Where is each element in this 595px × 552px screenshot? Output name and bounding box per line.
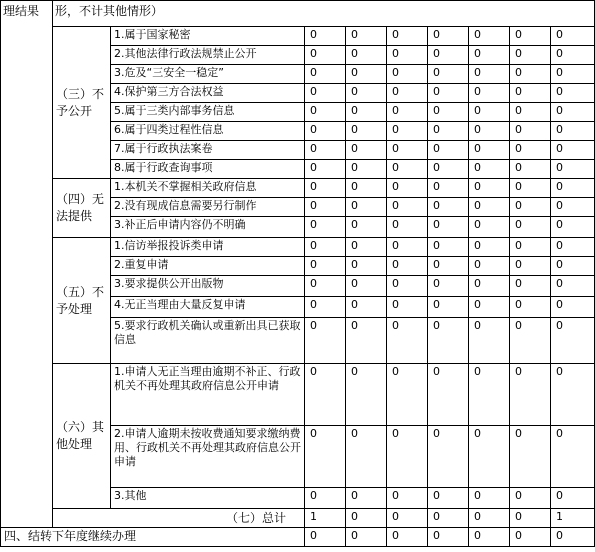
value-cell: 0	[346, 84, 387, 103]
section-label: （四）无法提供	[53, 179, 111, 238]
value-cell: 0	[551, 257, 595, 276]
value-cell: 0	[469, 27, 510, 46]
value-cell: 0	[510, 297, 551, 318]
value-cell: 0	[387, 426, 428, 488]
value-cell: 0	[551, 364, 595, 426]
value-cell: 0	[428, 364, 469, 426]
total-value-cell: 0	[469, 509, 510, 528]
item-label: 5.属于三类内部事务信息	[111, 103, 305, 122]
value-cell: 0	[305, 84, 346, 103]
item-label: 1.申请人无正当理由逾期不补正、行政机关不再处理其政府信息公开申请	[111, 364, 305, 426]
value-cell: 0	[387, 318, 428, 364]
value-cell: 0	[305, 217, 346, 238]
carry-over-value-cell: 0	[387, 528, 428, 547]
carry-over-value-cell: 0	[469, 528, 510, 547]
value-cell: 0	[551, 297, 595, 318]
value-cell: 0	[346, 46, 387, 65]
value-cell: 0	[551, 318, 595, 364]
item-label: 2.其他法律行政法规禁止公开	[111, 46, 305, 65]
value-cell: 0	[469, 65, 510, 84]
value-cell: 0	[305, 426, 346, 488]
section-label: （五）不予处理	[53, 238, 111, 364]
value-cell: 0	[387, 217, 428, 238]
value-cell: 0	[510, 238, 551, 257]
section-label: （三）不予公开	[53, 27, 111, 179]
value-cell: 0	[428, 103, 469, 122]
value-cell: 0	[551, 46, 595, 65]
value-cell: 0	[428, 141, 469, 160]
value-cell: 0	[469, 179, 510, 198]
value-cell: 0	[510, 426, 551, 488]
value-cell: 0	[346, 238, 387, 257]
item-label: 7.属于行政执法案卷	[111, 141, 305, 160]
value-cell: 0	[551, 84, 595, 103]
value-cell: 0	[305, 103, 346, 122]
value-cell: 0	[387, 198, 428, 217]
carry-over-value-cell: 0	[346, 528, 387, 547]
value-cell: 0	[510, 257, 551, 276]
value-cell: 0	[387, 122, 428, 141]
value-cell: 0	[387, 160, 428, 179]
item-label: 5.要求行政机关确认或重新出具已获取信息	[111, 318, 305, 364]
value-cell: 0	[510, 318, 551, 364]
value-cell: 0	[305, 364, 346, 426]
carry-over-row	[1, 528, 595, 547]
value-cell: 0	[346, 198, 387, 217]
value-cell: 0	[551, 238, 595, 257]
value-cell: 0	[469, 141, 510, 160]
value-cell: 0	[428, 276, 469, 297]
value-cell: 0	[387, 488, 428, 509]
value-cell: 0	[305, 65, 346, 84]
value-cell: 0	[551, 217, 595, 238]
item-label: 6.属于四类过程性信息	[111, 122, 305, 141]
total-value-cell: 1	[551, 509, 595, 528]
value-cell: 0	[387, 276, 428, 297]
value-cell: 0	[387, 27, 428, 46]
item-label: 3.要求提供公开出版物	[111, 276, 305, 297]
value-cell: 0	[305, 122, 346, 141]
total-value-cell: 1	[305, 509, 346, 528]
value-cell: 0	[469, 426, 510, 488]
value-cell: 0	[346, 364, 387, 426]
value-cell: 0	[551, 426, 595, 488]
value-cell: 0	[469, 238, 510, 257]
total-value-cell: 0	[510, 509, 551, 528]
item-label: 4.保护第三方合法权益	[111, 84, 305, 103]
value-cell: 0	[551, 27, 595, 46]
table-row	[1, 27, 595, 46]
carry-over-value-cell: 0	[510, 528, 551, 547]
value-cell: 0	[551, 276, 595, 297]
value-cell: 0	[428, 426, 469, 488]
value-cell: 0	[510, 27, 551, 46]
item-label: 2.重复申请	[111, 257, 305, 276]
value-cell: 0	[346, 27, 387, 46]
value-cell: 0	[346, 65, 387, 84]
value-cell: 0	[305, 276, 346, 297]
value-cell: 0	[469, 318, 510, 364]
value-cell: 0	[305, 318, 346, 364]
item-label: 8.属于行政查询事项	[111, 160, 305, 179]
value-cell: 0	[346, 318, 387, 364]
item-label: 3.危及“三安全一稳定”	[111, 65, 305, 84]
value-cell: 0	[387, 297, 428, 318]
item-label: 1.本机关不掌握相关政府信息	[111, 179, 305, 198]
section-label: （六）其他处理	[53, 364, 111, 509]
value-cell: 0	[428, 318, 469, 364]
value-cell: 0	[346, 257, 387, 276]
value-cell: 0	[428, 27, 469, 46]
value-cell: 0	[510, 276, 551, 297]
value-cell: 0	[469, 198, 510, 217]
item-label: 2.没有现成信息需要另行制作	[111, 198, 305, 217]
value-cell: 0	[346, 179, 387, 198]
item-label: 2.申请人逾期未按收费通知要求缴纳费用、行政机关不再处理其政府信息公开申请	[111, 426, 305, 488]
value-cell: 0	[346, 141, 387, 160]
value-cell: 0	[346, 122, 387, 141]
value-cell: 0	[510, 141, 551, 160]
value-cell: 0	[428, 46, 469, 65]
value-cell: 0	[551, 160, 595, 179]
value-cell: 0	[428, 238, 469, 257]
value-cell: 0	[428, 122, 469, 141]
table-body	[1, 1, 595, 547]
value-cell: 0	[387, 84, 428, 103]
value-cell: 0	[469, 276, 510, 297]
carry-over-value-cell: 0	[428, 528, 469, 547]
value-cell: 0	[551, 103, 595, 122]
value-cell: 0	[551, 141, 595, 160]
value-cell: 0	[510, 65, 551, 84]
value-cell: 0	[305, 27, 346, 46]
value-cell: 0	[469, 84, 510, 103]
value-cell: 0	[510, 122, 551, 141]
value-cell: 0	[346, 217, 387, 238]
total-label: （七）总计	[53, 509, 305, 528]
top-row-text: 形，不计其他情形）	[53, 1, 595, 27]
value-cell: 0	[387, 65, 428, 84]
value-cell: 0	[305, 46, 346, 65]
value-cell: 0	[551, 488, 595, 509]
item-label: 1.信访举报投诉类申请	[111, 238, 305, 257]
value-cell: 0	[469, 257, 510, 276]
table-row	[1, 364, 595, 426]
value-cell: 0	[428, 179, 469, 198]
value-cell: 0	[510, 179, 551, 198]
value-cell: 0	[428, 198, 469, 217]
total-value-cell: 0	[346, 509, 387, 528]
item-label: 1.属于国家秘密	[111, 27, 305, 46]
result-column-label: 理结果	[1, 1, 53, 528]
total-value-cell: 0	[387, 509, 428, 528]
value-cell: 0	[387, 46, 428, 65]
value-cell: 0	[387, 238, 428, 257]
value-cell: 0	[428, 84, 469, 103]
value-cell: 0	[551, 198, 595, 217]
value-cell: 0	[469, 297, 510, 318]
item-label: 3.补正后申请内容仍不明确	[111, 217, 305, 238]
value-cell: 0	[510, 103, 551, 122]
carry-over-value-cell: 0	[305, 528, 346, 547]
value-cell: 0	[305, 179, 346, 198]
value-cell: 0	[510, 46, 551, 65]
total-value-cell: 0	[428, 509, 469, 528]
value-cell: 0	[305, 198, 346, 217]
value-cell: 0	[428, 160, 469, 179]
value-cell: 0	[551, 65, 595, 84]
carry-over-value-cell: 0	[551, 528, 595, 547]
table-row	[1, 179, 595, 198]
value-cell: 0	[510, 198, 551, 217]
value-cell: 0	[428, 217, 469, 238]
item-label: 3.其他	[111, 488, 305, 509]
value-cell: 0	[469, 122, 510, 141]
value-cell: 0	[428, 488, 469, 509]
value-cell: 0	[469, 103, 510, 122]
value-cell: 0	[510, 488, 551, 509]
value-cell: 0	[428, 297, 469, 318]
table-row	[1, 238, 595, 257]
value-cell: 0	[387, 141, 428, 160]
value-cell: 0	[387, 103, 428, 122]
value-cell: 0	[510, 217, 551, 238]
value-cell: 0	[510, 160, 551, 179]
value-cell: 0	[469, 160, 510, 179]
value-cell: 0	[305, 238, 346, 257]
value-cell: 0	[346, 297, 387, 318]
total-row	[1, 509, 595, 528]
item-label: 4.无正当理由大量反复申请	[111, 297, 305, 318]
value-cell: 0	[551, 122, 595, 141]
value-cell: 0	[510, 84, 551, 103]
value-cell: 0	[428, 65, 469, 84]
value-cell: 0	[428, 257, 469, 276]
value-cell: 0	[305, 257, 346, 276]
value-cell: 0	[469, 488, 510, 509]
value-cell: 0	[469, 364, 510, 426]
value-cell: 0	[305, 141, 346, 160]
value-cell: 0	[346, 488, 387, 509]
value-cell: 0	[469, 46, 510, 65]
value-cell: 0	[305, 160, 346, 179]
value-cell: 0	[469, 217, 510, 238]
value-cell: 0	[387, 179, 428, 198]
value-cell: 0	[387, 257, 428, 276]
value-cell: 0	[387, 364, 428, 426]
value-cell: 0	[305, 488, 346, 509]
value-cell: 0	[346, 276, 387, 297]
value-cell: 0	[551, 179, 595, 198]
value-cell: 0	[346, 426, 387, 488]
value-cell: 0	[346, 160, 387, 179]
value-cell: 0	[305, 297, 346, 318]
value-cell: 0	[510, 364, 551, 426]
carry-over-label: 四、结转下年度继续办理	[1, 528, 305, 547]
value-cell: 0	[346, 103, 387, 122]
